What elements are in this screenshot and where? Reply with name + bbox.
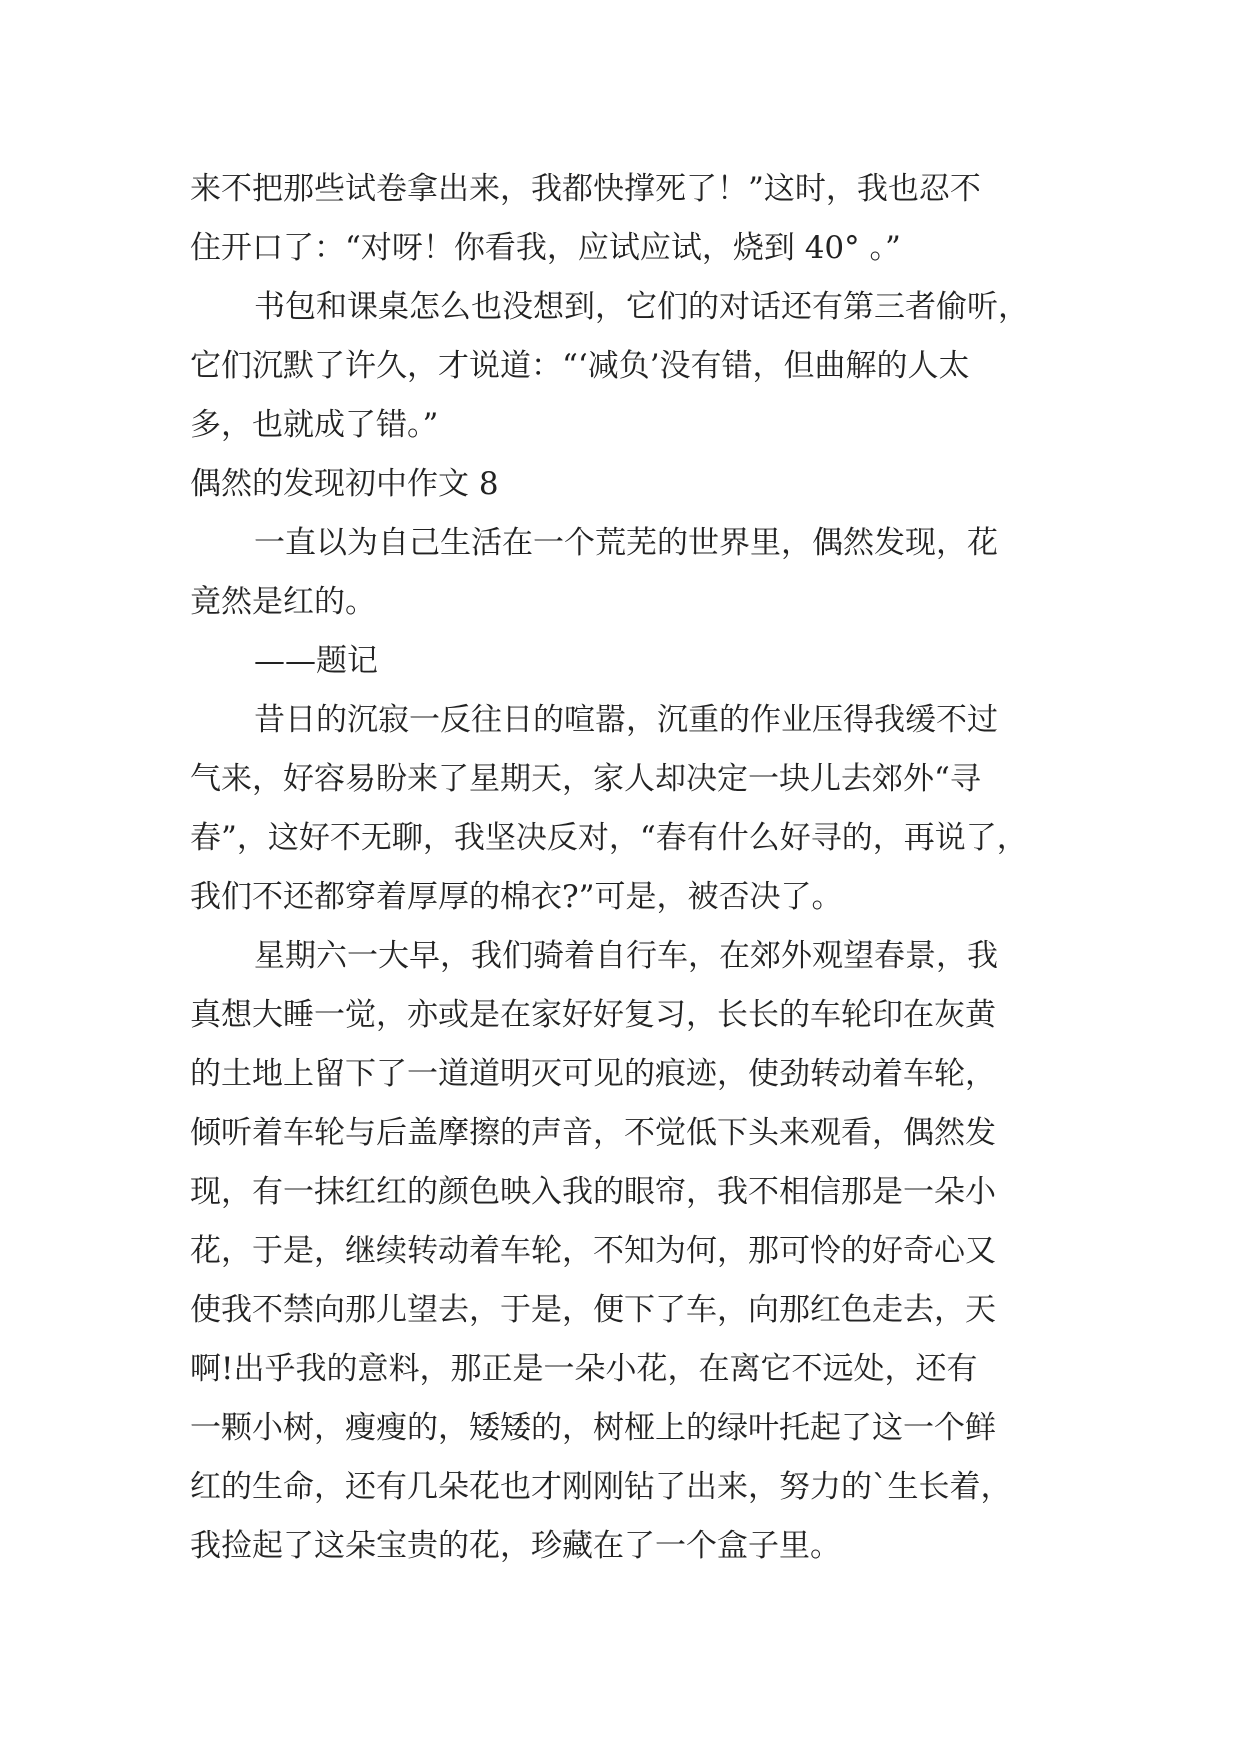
text-line: 红的生命，还有几朵花也才刚刚钻了出来，努力的`生长着， [190,1469,1012,1505]
text-line: 春”，这好不无聊，我坚决反对，“春有什么好寻的，再说了， [190,820,1028,856]
text-line: 一颗小树，瘦瘦的，矮矮的，树桠上的绿叶托起了这一个鲜 [190,1410,996,1446]
text-line: 现，有一抹红红的颜色映入我的眼帘，我不相信那是一朵小 [190,1174,996,1210]
text-line: 气来，好容易盼来了星期天，家人却决定一块儿去郊外“寻 [190,761,981,797]
text-line: 昔日的沉寂一反往日的喧嚣，沉重的作业压得我缓不过 [254,702,998,738]
text-line: 竟然是红的。 [190,584,376,620]
text-line: 的土地上留下了一道道明灭可见的痕迹，使劲转动着车轮， [190,1056,996,1092]
text-line: 它们沉默了许久，才说道：“‘减负’没有错，但曲解的人太 [190,348,970,384]
text-line: ——题记 [254,643,378,679]
text-line: 来不把那些试卷拿出来，我都快撑死了！”这时，我也忍不 [190,171,981,207]
text-line: 真想大睡一觉，亦或是在家好好复习，长长的车轮印在灰黄 [190,997,996,1033]
text-line: 我们不还都穿着厚厚的棉衣?”可是，被否决了。 [190,879,843,915]
text-line: 倾听着车轮与后盖摩擦的声音，不觉低下头来观看，偶然发 [190,1115,996,1151]
text-line: 一直以为自己生活在一个荒芜的世界里，偶然发现，花 [254,525,998,561]
document-body [190,160,1090,1576]
text-line: 啊!出乎我的意料，那正是一朵小花，在离它不远处，还有 [190,1351,978,1387]
text-line: 住开口了：“对呀！你看我，应试应试，烧到 40° 。” [190,230,901,266]
text-line: 星期六一大早，我们骑着自行车，在郊外观望春景，我 [254,938,998,974]
text-line: 花，于是，继续转动着车轮，不知为何，那可怜的好奇心又 [190,1233,996,1269]
text-line: 书包和课桌怎么也没想到，它们的对话还有第三者偷听， [254,289,1029,325]
text-line: 多，也就成了错。” [190,407,439,443]
text-line: 我捡起了这朵宝贵的花，珍藏在了一个盒子里。 [190,1528,841,1564]
section-heading: 偶然的发现初中作文 8 [190,466,499,502]
text-line: 使我不禁向那儿望去，于是，便下了车，向那红色走去，天 [190,1292,996,1328]
